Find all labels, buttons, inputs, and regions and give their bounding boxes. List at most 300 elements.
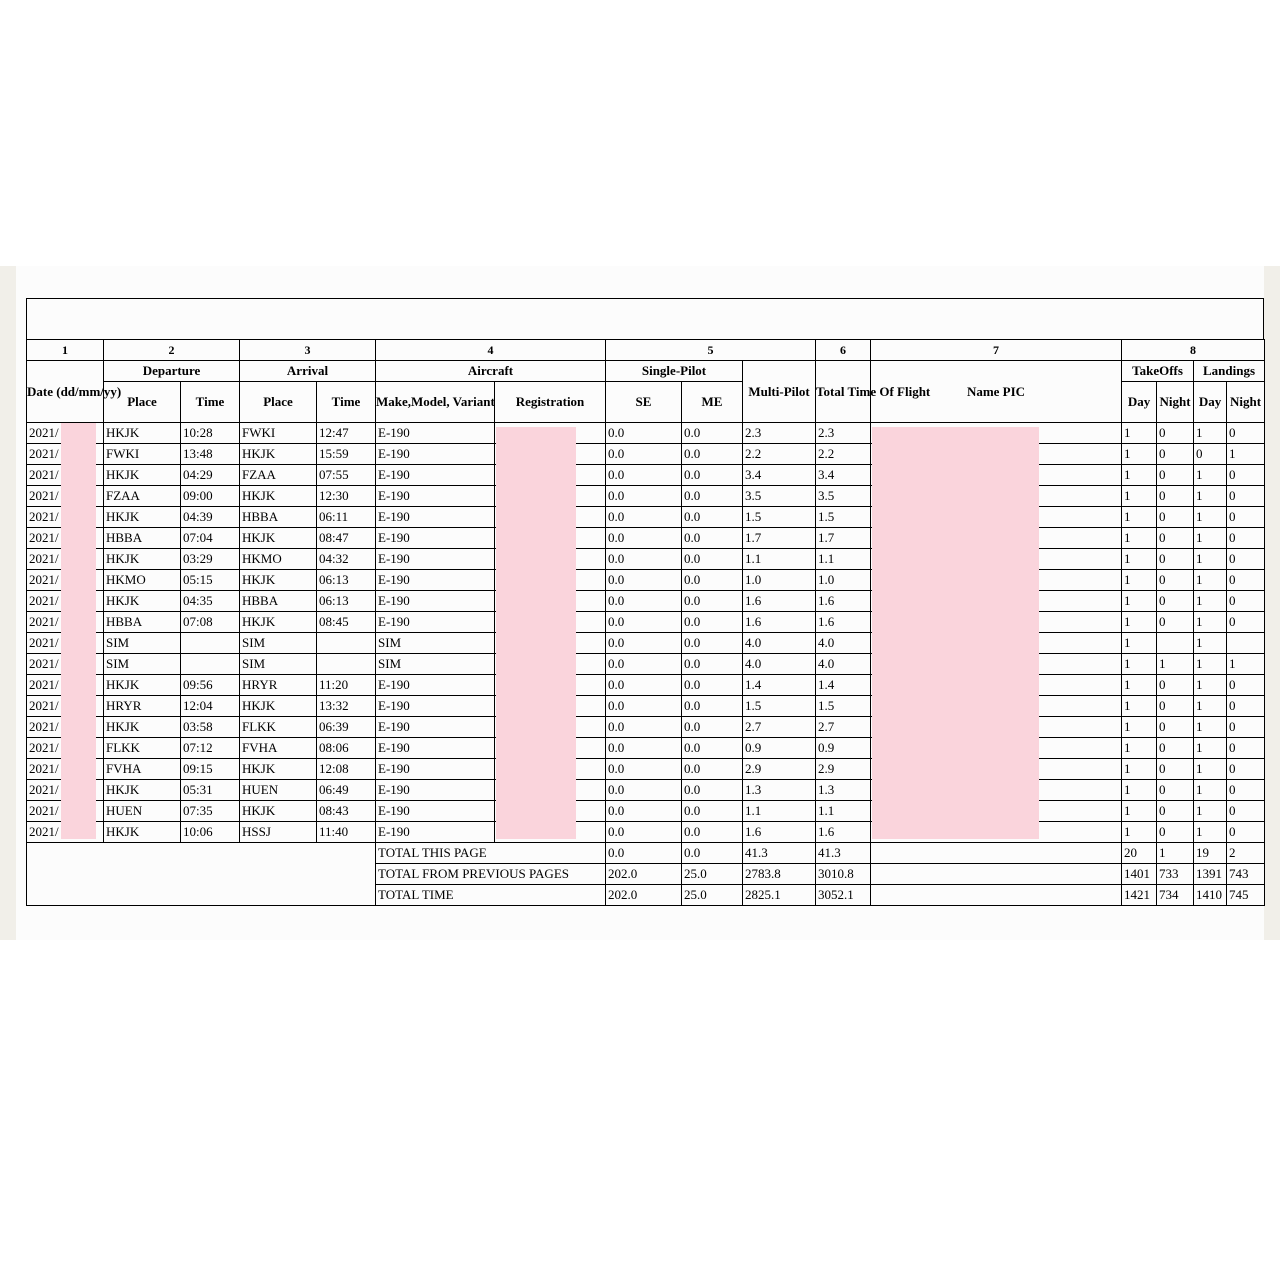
multi-pilot-cell: 1.6	[743, 612, 816, 633]
departure-time-cell	[181, 633, 240, 654]
date-cell: 2021/	[27, 738, 104, 759]
arrival-place-cell: SIM	[240, 654, 317, 675]
totals-label: TOTAL TIME	[376, 885, 606, 906]
landing-day-cell: 1	[1194, 675, 1227, 696]
takeoffs-header: TakeOffs	[1122, 361, 1194, 382]
total-takeoff-night-cell: 734	[1157, 885, 1194, 906]
takeoff-day-cell: 1	[1122, 717, 1157, 738]
flight-row	[27, 780, 1265, 801]
make-model-cell: E-190	[376, 591, 495, 612]
make-model-cell: E-190	[376, 675, 495, 696]
landing-day-cell: 1	[1194, 633, 1227, 654]
totals-blank-area	[27, 843, 376, 906]
multi-pilot-cell: 1.7	[743, 528, 816, 549]
takeoff-night-cell: 0	[1157, 507, 1194, 528]
departure-place-cell: HKJK	[104, 465, 181, 486]
landing-day-cell: 1	[1194, 780, 1227, 801]
departure-time-cell: 04:35	[181, 591, 240, 612]
landing-night-cell: 0	[1227, 717, 1265, 738]
se-header: SE	[606, 382, 682, 423]
landing-night-cell: 0	[1227, 465, 1265, 486]
date-cell: 2021/	[27, 465, 104, 486]
se-time-cell: 0.0	[606, 612, 682, 633]
redaction-date	[61, 423, 96, 839]
total-time-cell: 1.1	[816, 801, 871, 822]
flight-row	[27, 507, 1265, 528]
se-time-cell: 0.0	[606, 822, 682, 843]
multi-pilot-cell: 1.1	[743, 549, 816, 570]
total-se-cell: 0.0	[606, 843, 682, 864]
takeoff-day-cell: 1	[1122, 528, 1157, 549]
flight-row	[27, 675, 1265, 696]
me-time-cell: 0.0	[682, 654, 743, 675]
flight-row	[27, 465, 1265, 486]
landing-night-cell: 0	[1227, 696, 1265, 717]
departure-place-cell: FLKK	[104, 738, 181, 759]
landing-night-cell: 0	[1227, 780, 1265, 801]
se-time-cell: 0.0	[606, 696, 682, 717]
me-time-cell: 0.0	[682, 549, 743, 570]
arr-place-header: Place	[240, 382, 317, 423]
se-time-cell: 0.0	[606, 591, 682, 612]
make-model-cell: E-190	[376, 465, 495, 486]
departure-time-cell: 07:12	[181, 738, 240, 759]
make-model-cell: E-190	[376, 507, 495, 528]
takeoff-night-cell: 0	[1157, 444, 1194, 465]
page-edge-right	[1264, 266, 1280, 940]
arrival-time-cell: 08:45	[317, 612, 376, 633]
total-time-cell: 2.9	[816, 759, 871, 780]
arrival-place-cell: HUEN	[240, 780, 317, 801]
landing-day-cell: 1	[1194, 465, 1227, 486]
arrival-time-cell: 11:40	[317, 822, 376, 843]
me-time-cell: 0.0	[682, 444, 743, 465]
flight-row	[27, 423, 1265, 444]
departure-place-cell: HRYR	[104, 696, 181, 717]
multi-pilot-cell: 1.6	[743, 591, 816, 612]
multi-pilot-cell: 2.9	[743, 759, 816, 780]
date-cell: 2021/	[27, 654, 104, 675]
departure-time-cell: 10:06	[181, 822, 240, 843]
arrival-time-cell: 06:11	[317, 507, 376, 528]
arrival-time-cell: 04:32	[317, 549, 376, 570]
arrival-place-cell: HRYR	[240, 675, 317, 696]
me-time-cell: 0.0	[682, 423, 743, 444]
total-time-cell: 3.4	[816, 465, 871, 486]
arrival-place-cell: HKJK	[240, 486, 317, 507]
departure-time-cell: 05:15	[181, 570, 240, 591]
departure-time-cell: 07:08	[181, 612, 240, 633]
departure-header: Departure	[104, 361, 240, 382]
date-cell: 2021/	[27, 507, 104, 528]
landing-day-cell: 1	[1194, 696, 1227, 717]
multi-pilot-cell: 1.0	[743, 570, 816, 591]
departure-time-cell: 03:58	[181, 717, 240, 738]
multi-pilot-cell: 1.6	[743, 822, 816, 843]
takeoff-night-cell: 1	[1157, 654, 1194, 675]
arrival-time-cell: 06:13	[317, 570, 376, 591]
flight-row	[27, 822, 1265, 843]
takeoff-night-cell: 0	[1157, 780, 1194, 801]
date-cell: 2021/	[27, 612, 104, 633]
total-time-cell: 1.6	[816, 591, 871, 612]
flight-row	[27, 444, 1265, 465]
arrival-time-cell: 08:06	[317, 738, 376, 759]
total-time-cell: 4.0	[816, 654, 871, 675]
departure-time-cell: 09:00	[181, 486, 240, 507]
se-time-cell: 0.0	[606, 738, 682, 759]
departure-place-cell: SIM	[104, 654, 181, 675]
se-time-cell: 0.0	[606, 528, 682, 549]
me-time-cell: 0.0	[682, 465, 743, 486]
arrival-time-cell	[317, 633, 376, 654]
takeoff-day-cell: 1	[1122, 465, 1157, 486]
me-time-cell: 0.0	[682, 738, 743, 759]
name-pic-header: Name PIC	[871, 361, 1122, 423]
me-time-cell: 0.0	[682, 612, 743, 633]
group-header-row	[27, 361, 1265, 382]
date-cell: 2021/	[27, 570, 104, 591]
flight-row	[27, 696, 1265, 717]
landing-day-cell: 1	[1194, 738, 1227, 759]
departure-place-cell: HKJK	[104, 780, 181, 801]
multi-pilot-cell: 1.5	[743, 507, 816, 528]
total-flight-time-cell: 3010.8	[816, 864, 871, 885]
date-cell: 2021/	[27, 444, 104, 465]
takeoff-night-cell: 0	[1157, 801, 1194, 822]
takeoff-day-cell: 1	[1122, 822, 1157, 843]
se-time-cell: 0.0	[606, 507, 682, 528]
total-time-cell: 1.7	[816, 528, 871, 549]
se-time-cell: 0.0	[606, 801, 682, 822]
me-time-cell: 0.0	[682, 780, 743, 801]
departure-place-cell: HKJK	[104, 423, 181, 444]
me-time-cell: 0.0	[682, 822, 743, 843]
date-cell: 2021/	[27, 591, 104, 612]
make-model-cell: SIM	[376, 633, 495, 654]
me-time-cell: 0.0	[682, 591, 743, 612]
multi-pilot-cell: 1.4	[743, 675, 816, 696]
flight-row	[27, 759, 1265, 780]
col-num-2: 2	[104, 340, 240, 361]
make-model-cell: SIM	[376, 654, 495, 675]
arrival-time-cell: 08:47	[317, 528, 376, 549]
total-landing-night-cell: 745	[1227, 885, 1265, 906]
takeoff-night-cell: 0	[1157, 486, 1194, 507]
se-time-cell: 0.0	[606, 570, 682, 591]
arrival-place-cell: FLKK	[240, 717, 317, 738]
takeoff-night-cell: 0	[1157, 549, 1194, 570]
departure-place-cell: FWKI	[104, 444, 181, 465]
landing-night-cell: 0	[1227, 486, 1265, 507]
total-time-cell: 0.9	[816, 738, 871, 759]
col-num-3: 3	[240, 340, 376, 361]
me-time-cell: 0.0	[682, 801, 743, 822]
se-time-cell: 0.0	[606, 444, 682, 465]
total-multi-pilot-cell: 2783.8	[743, 864, 816, 885]
departure-time-cell: 03:29	[181, 549, 240, 570]
landing-night-cell: 0	[1227, 591, 1265, 612]
flight-row	[27, 486, 1265, 507]
flight-row	[27, 717, 1265, 738]
departure-time-cell: 12:04	[181, 696, 240, 717]
date-cell: 2021/	[27, 759, 104, 780]
takeoff-day-cell: 1	[1122, 696, 1157, 717]
takeoff-night-cell: 0	[1157, 591, 1194, 612]
takeoff-day-cell: 1	[1122, 675, 1157, 696]
takeoff-night-cell: 0	[1157, 696, 1194, 717]
flight-row	[27, 549, 1265, 570]
departure-time-cell: 05:31	[181, 780, 240, 801]
departure-time-cell: 07:35	[181, 801, 240, 822]
multi-pilot-header: Multi-Pilot	[743, 361, 816, 423]
registration-header: Registration	[495, 382, 606, 423]
flight-row	[27, 612, 1265, 633]
me-time-cell: 0.0	[682, 759, 743, 780]
landing-night-cell: 1	[1227, 654, 1265, 675]
departure-place-cell: HKJK	[104, 717, 181, 738]
landing-night-cell: 0	[1227, 423, 1265, 444]
me-time-cell: 0.0	[682, 528, 743, 549]
total-landing-day-cell: 1391	[1194, 864, 1227, 885]
total-takeoff-day-cell: 20	[1122, 843, 1157, 864]
me-time-cell: 0.0	[682, 486, 743, 507]
departure-time-cell: 13:48	[181, 444, 240, 465]
takeoff-day-cell: 1	[1122, 612, 1157, 633]
arrival-place-cell: HKMO	[240, 549, 317, 570]
arrival-time-cell: 06:13	[317, 591, 376, 612]
multi-pilot-cell: 2.3	[743, 423, 816, 444]
departure-place-cell: HKJK	[104, 675, 181, 696]
total-time-cell: 2.7	[816, 717, 871, 738]
multi-pilot-cell: 2.2	[743, 444, 816, 465]
column-number-row	[27, 340, 1265, 361]
takeoff-night-cell: 0	[1157, 738, 1194, 759]
date-cell: 2021/	[27, 696, 104, 717]
takeoff-night-cell: 0	[1157, 465, 1194, 486]
arrival-place-cell: FWKI	[240, 423, 317, 444]
make-model-cell: E-190	[376, 423, 495, 444]
landing-night-cell: 0	[1227, 612, 1265, 633]
date-cell: 2021/	[27, 423, 104, 444]
make-model-cell: E-190	[376, 612, 495, 633]
col-num-4: 4	[376, 340, 606, 361]
redaction-registration	[496, 427, 576, 839]
col-num-7: 7	[871, 340, 1122, 361]
dep-place-header: Place	[104, 382, 181, 423]
make-model-cell: E-190	[376, 570, 495, 591]
total-landing-day-cell: 1410	[1194, 885, 1227, 906]
me-time-cell: 0.0	[682, 507, 743, 528]
totals-name-pic-blank	[871, 864, 1122, 885]
takeoff-night-cell: 0	[1157, 423, 1194, 444]
multi-pilot-cell: 1.1	[743, 801, 816, 822]
total-takeoff-day-cell: 1401	[1122, 864, 1157, 885]
date-cell: 2021/	[27, 675, 104, 696]
total-time-cell: 3.5	[816, 486, 871, 507]
arrival-place-cell: HKJK	[240, 759, 317, 780]
landing-day-cell: 1	[1194, 612, 1227, 633]
landing-night-cell: 0	[1227, 570, 1265, 591]
arrival-place-cell: FZAA	[240, 465, 317, 486]
flight-row	[27, 654, 1265, 675]
landing-night-cell: 0	[1227, 738, 1265, 759]
arrival-place-cell: HKJK	[240, 570, 317, 591]
date-cell: 2021/	[27, 528, 104, 549]
landing-night-cell: 0	[1227, 507, 1265, 528]
arrival-time-cell: 06:39	[317, 717, 376, 738]
arrival-time-cell: 07:55	[317, 465, 376, 486]
date-header: Date (dd/mm/yy)	[27, 361, 104, 423]
takeoff-night-cell: 0	[1157, 822, 1194, 843]
takeoff-night-cell: 0	[1157, 675, 1194, 696]
me-time-cell: 0.0	[682, 675, 743, 696]
departure-place-cell: HKJK	[104, 549, 181, 570]
multi-pilot-cell: 0.9	[743, 738, 816, 759]
arrival-place-cell: HSSJ	[240, 822, 317, 843]
me-time-cell: 0.0	[682, 633, 743, 654]
landing-night-cell: 0	[1227, 675, 1265, 696]
total-me-cell: 25.0	[682, 864, 743, 885]
takeoff-night-cell: 0	[1157, 570, 1194, 591]
multi-pilot-cell: 4.0	[743, 633, 816, 654]
total-multi-pilot-cell: 2825.1	[743, 885, 816, 906]
landing-day-cell: 1	[1194, 654, 1227, 675]
takeoff-night-header: Night	[1157, 382, 1194, 423]
total-takeoff-night-cell: 733	[1157, 864, 1194, 885]
date-cell: 2021/	[27, 822, 104, 843]
takeoff-day-cell: 1	[1122, 507, 1157, 528]
landing-day-cell: 1	[1194, 486, 1227, 507]
se-time-cell: 0.0	[606, 675, 682, 696]
total-se-cell: 202.0	[606, 864, 682, 885]
arrival-place-cell: FVHA	[240, 738, 317, 759]
arrival-time-cell: 12:08	[317, 759, 376, 780]
departure-place-cell: HKJK	[104, 507, 181, 528]
date-cell: 2021/	[27, 717, 104, 738]
takeoff-day-cell: 1	[1122, 591, 1157, 612]
landing-night-cell: 0	[1227, 822, 1265, 843]
col-num-1: 1	[27, 340, 104, 361]
arrival-place-cell: HBBA	[240, 507, 317, 528]
make-model-cell: E-190	[376, 822, 495, 843]
arrival-place-cell: HKJK	[240, 612, 317, 633]
date-cell: 2021/	[27, 549, 104, 570]
flight-log-table	[26, 339, 1265, 906]
make-model-cell: E-190	[376, 759, 495, 780]
total-landing-night-cell: 743	[1227, 864, 1265, 885]
arrival-header: Arrival	[240, 361, 376, 382]
takeoff-day-cell: 1	[1122, 654, 1157, 675]
landing-day-cell: 1	[1194, 717, 1227, 738]
arrival-place-cell: HKJK	[240, 696, 317, 717]
aircraft-header: Aircraft	[376, 361, 606, 382]
landing-day-cell: 1	[1194, 570, 1227, 591]
total-takeoff-day-cell: 1421	[1122, 885, 1157, 906]
flight-row	[27, 738, 1265, 759]
se-time-cell: 0.0	[606, 423, 682, 444]
departure-place-cell: HBBA	[104, 612, 181, 633]
multi-pilot-cell: 4.0	[743, 654, 816, 675]
total-time-cell: 1.4	[816, 675, 871, 696]
total-time-cell: 4.0	[816, 633, 871, 654]
single-pilot-header: Single-Pilot	[606, 361, 743, 382]
departure-time-cell: 09:15	[181, 759, 240, 780]
flight-row	[27, 591, 1265, 612]
me-time-cell: 0.0	[682, 570, 743, 591]
landing-night-cell: 0	[1227, 549, 1265, 570]
se-time-cell: 0.0	[606, 717, 682, 738]
takeoff-day-cell: 1	[1122, 801, 1157, 822]
date-cell: 2021/	[27, 486, 104, 507]
takeoff-day-cell: 1	[1122, 444, 1157, 465]
takeoff-day-cell: 1	[1122, 780, 1157, 801]
total-multi-pilot-cell: 41.3	[743, 843, 816, 864]
make-model-cell: E-190	[376, 738, 495, 759]
departure-time-cell: 04:39	[181, 507, 240, 528]
departure-time-cell	[181, 654, 240, 675]
me-time-cell: 0.0	[682, 717, 743, 738]
departure-time-cell: 09:56	[181, 675, 240, 696]
total-time-cell: 1.3	[816, 780, 871, 801]
arrival-place-cell: HBBA	[240, 591, 317, 612]
make-model-cell: E-190	[376, 549, 495, 570]
arrival-time-cell: 13:32	[317, 696, 376, 717]
se-time-cell: 0.0	[606, 654, 682, 675]
se-time-cell: 0.0	[606, 486, 682, 507]
total-takeoff-night-cell: 1	[1157, 843, 1194, 864]
me-header: ME	[682, 382, 743, 423]
total-landing-day-cell: 19	[1194, 843, 1227, 864]
landing-night-cell: 0	[1227, 528, 1265, 549]
landing-day-cell: 1	[1194, 822, 1227, 843]
arr-time-header: Time	[317, 382, 376, 423]
se-time-cell: 0.0	[606, 759, 682, 780]
date-cell: 2021/	[27, 633, 104, 654]
multi-pilot-cell: 2.7	[743, 717, 816, 738]
make-model-cell: E-190	[376, 528, 495, 549]
arrival-time-cell: 12:30	[317, 486, 376, 507]
multi-pilot-cell: 3.5	[743, 486, 816, 507]
totals-label: TOTAL THIS PAGE	[376, 843, 606, 864]
takeoff-day-cell: 1	[1122, 633, 1157, 654]
landing-day-cell: 1	[1194, 423, 1227, 444]
arrival-time-cell	[317, 654, 376, 675]
landing-night-cell: 0	[1227, 801, 1265, 822]
se-time-cell: 0.0	[606, 780, 682, 801]
make-model-cell: E-190	[376, 801, 495, 822]
total-time-cell: 1.5	[816, 507, 871, 528]
col-num-5: 5	[606, 340, 816, 361]
departure-place-cell: FZAA	[104, 486, 181, 507]
make-model-cell: E-190	[376, 717, 495, 738]
takeoff-night-cell	[1157, 633, 1194, 654]
totals-label: TOTAL FROM PREVIOUS PAGES	[376, 864, 606, 885]
col-num-8: 8	[1122, 340, 1265, 361]
flight-row	[27, 570, 1265, 591]
total-se-cell: 202.0	[606, 885, 682, 906]
total-time-header: Total Time Of Flight	[816, 361, 871, 423]
arrival-place-cell: HKJK	[240, 801, 317, 822]
landing-day-cell: 0	[1194, 444, 1227, 465]
takeoff-day-cell: 1	[1122, 486, 1157, 507]
landing-day-cell: 1	[1194, 759, 1227, 780]
make-model-header: Make,Model, Variant	[376, 382, 495, 423]
takeoff-day-header: Day	[1122, 382, 1157, 423]
takeoff-day-cell: 1	[1122, 570, 1157, 591]
make-model-cell: E-190	[376, 696, 495, 717]
multi-pilot-cell: 3.4	[743, 465, 816, 486]
